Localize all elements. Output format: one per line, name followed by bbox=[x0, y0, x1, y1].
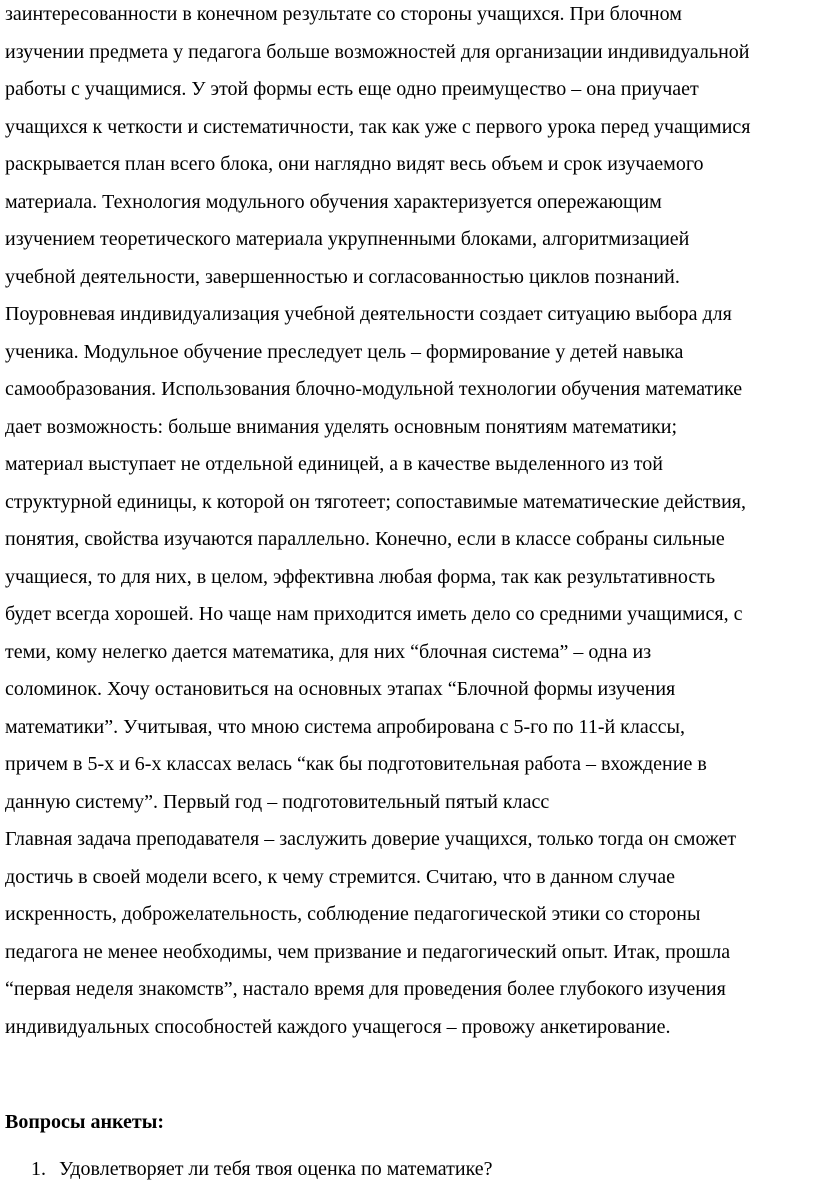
text-line: изучении предмета у педагога больше возможностей для организации индивидуальной bbox=[5, 41, 750, 63]
section-heading: Вопросы анкеты: bbox=[5, 1111, 165, 1133]
text-line: достичь в своей модели всего, к чему стремится. Считаю, что в данном случае bbox=[5, 866, 675, 888]
text-line: материал выступает не отдельной единицей, а в качестве выделенного из той bbox=[5, 453, 663, 475]
text-line: Главная задача преподавателя – заслужить доверие учащихся, только тогда он сможет bbox=[5, 828, 737, 850]
text-line: учащиеся, то для них, в целом, эффективна любая форма, так как результативность bbox=[5, 566, 716, 588]
text-line: педагога не менее необходимы, чем призвание и педагогический опыт. Итак, прошла bbox=[5, 941, 731, 963]
question-text: Удовлетворяет ли тебя твоя оценка по математике? bbox=[59, 1158, 493, 1180]
text-line: математики”. Учитывая, что мною система апробирована с 5-го по 11-й классы, bbox=[5, 716, 685, 738]
text-line: Поуровневая индивидуализация учебной деятельности создает ситуацию выбора для bbox=[5, 303, 732, 325]
text-line: искренность, доброжелательность, соблюдение педагогической этики со стороны bbox=[5, 903, 701, 925]
text-line: причем в 5-х и 6-х классах велась “как бы подготовительная работа – вхождение в bbox=[5, 753, 707, 775]
text-line: дает возможность: больше внимания уделять основным понятиям математики; bbox=[5, 416, 678, 438]
text-line: заинтересованности в конечном результате со стороны учащихся. При блочном bbox=[5, 3, 682, 25]
text-line: понятия, свойства изучаются параллельно. Конечно, если в классе собраны сильные bbox=[5, 528, 725, 550]
text-line: соломинок. Хочу остановиться на основных этапах “Блочной формы изучения bbox=[5, 678, 676, 700]
text-line: индивидуальных способностей каждого учащегося – провожу анкетирование. bbox=[5, 1016, 671, 1038]
text-line: теми, кому нелегко дается математика, для них “блочная система” – одна из bbox=[5, 641, 652, 663]
text-line: учащихся к четкости и систематичности, так как уже с первого урока перед учащимися bbox=[5, 116, 751, 138]
text-line: учебной деятельности, завершенностью и согласованностью циклов познаний. bbox=[5, 266, 680, 288]
text-line: материала. Технология модульного обучения характеризуется опережающим bbox=[5, 191, 662, 213]
text-line: “первая неделя знакомств”, настало время для проведения более глубокого изучения bbox=[5, 978, 726, 1000]
text-line: данную систему”. Первый год – подготовительный пятый класс bbox=[5, 791, 550, 813]
list-item bbox=[31, 1157, 493, 1181]
text-line: раскрывается план всего блока, они наглядно видят весь объем и срок изучаемого bbox=[5, 153, 704, 175]
text-line: самообразования. Использования блочно-модульной технологии обучения математике bbox=[5, 378, 743, 400]
text-line: изучением теоретического материала укрупненными блоками, алгоритмизацией bbox=[5, 228, 690, 250]
text-line: ученика. Модульное обучение преследует цель – формирование у детей навыка bbox=[5, 341, 684, 363]
text-line: структурной единицы, к которой он тяготеет; сопоставимые математические действия, bbox=[5, 491, 746, 513]
list-number: 1. bbox=[31, 1158, 46, 1180]
text-line: работы с учащимися. У этой формы есть еще одно преимущество – она приучает bbox=[5, 78, 699, 100]
text-line: будет всегда хорошей. Но чаще нам приходится иметь дело со средними учащимися, с bbox=[5, 603, 743, 625]
